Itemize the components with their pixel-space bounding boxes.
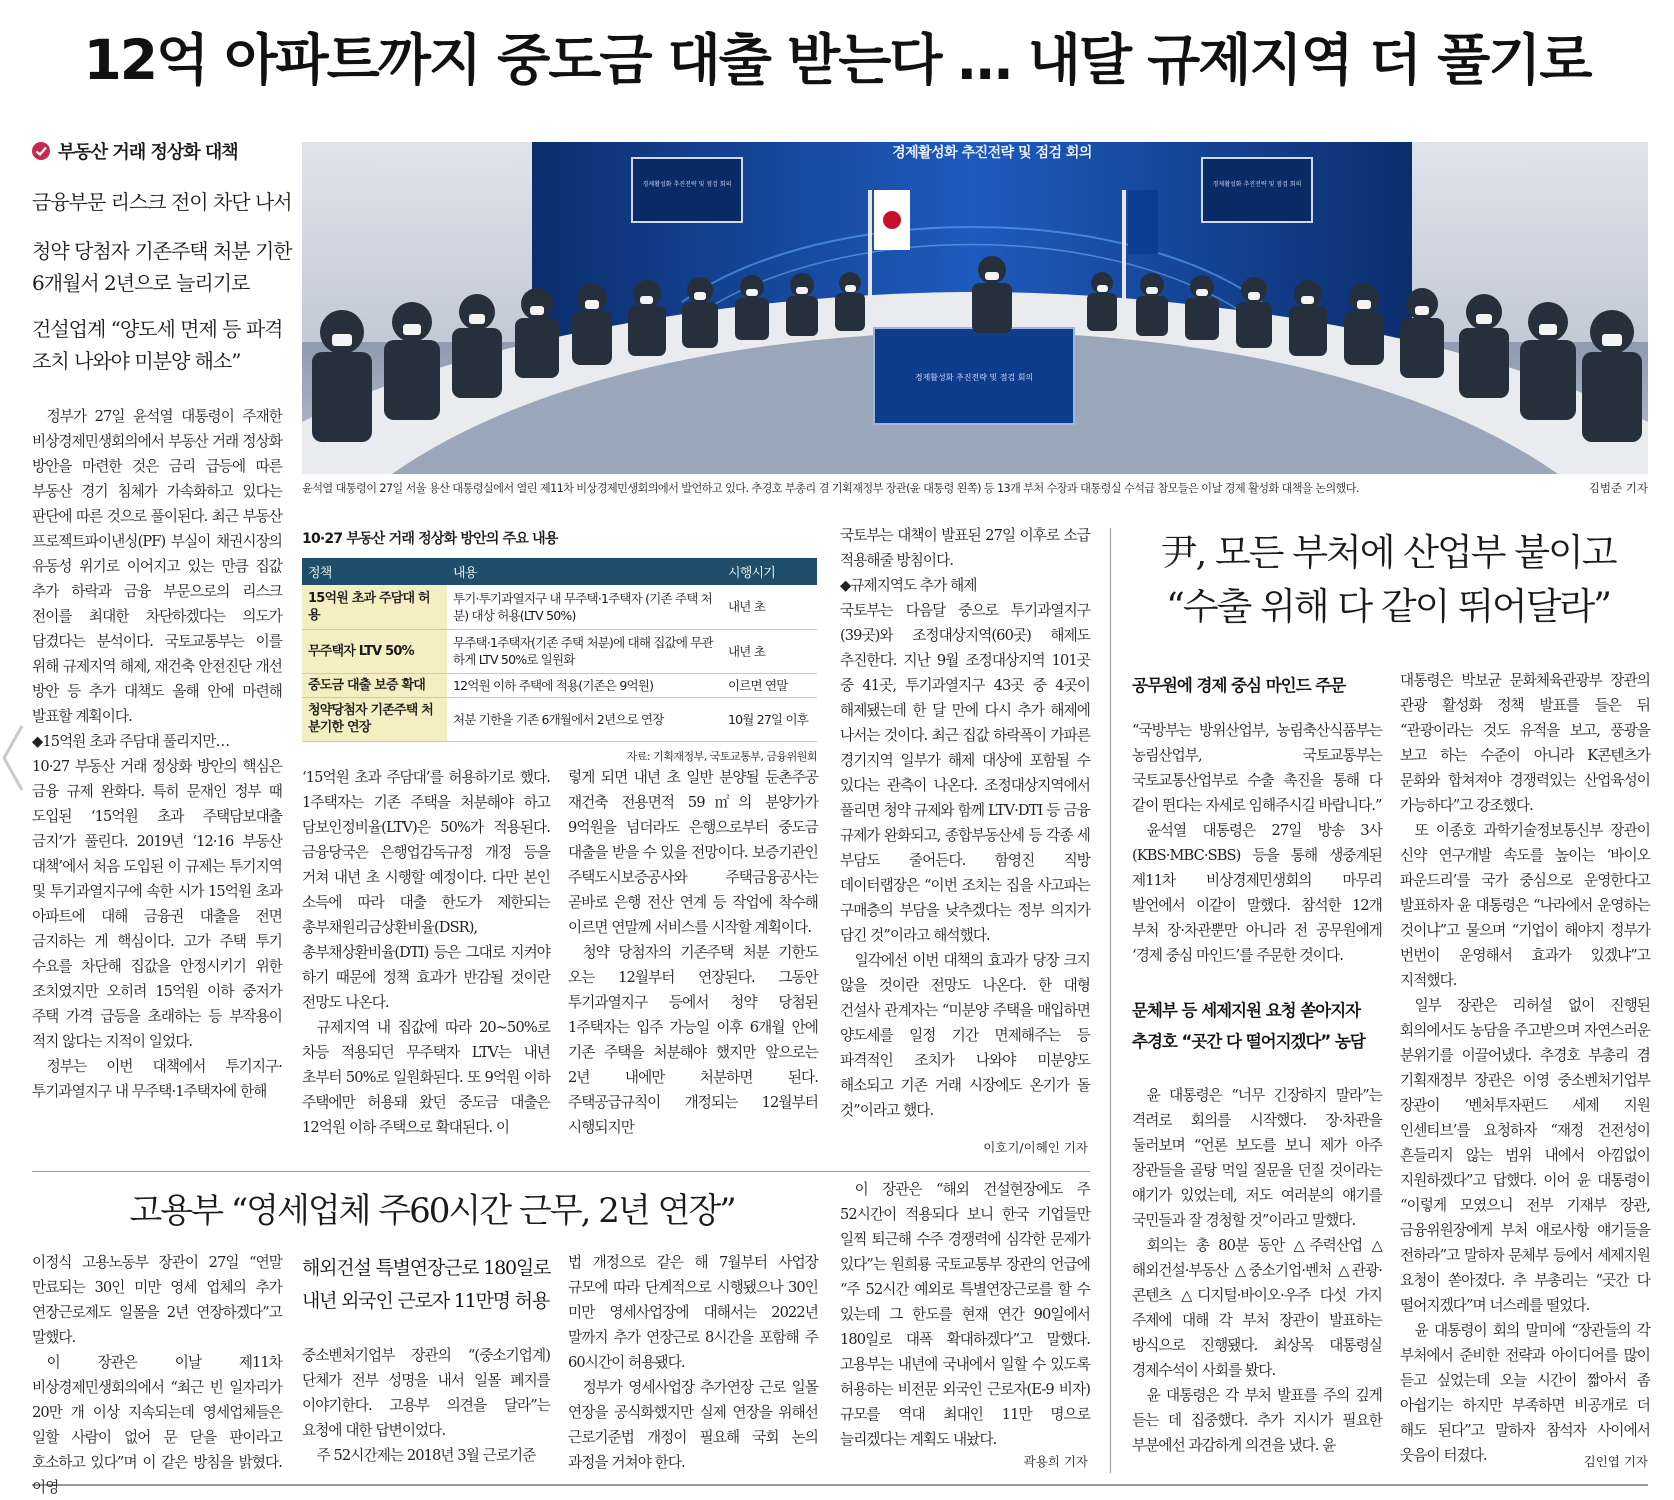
column-divider — [1110, 528, 1111, 1473]
kicker-label: 부동산 거래 정상화 대책 — [58, 142, 238, 163]
paragraph: 정부가 27일 윤석열 대통령이 주재한 비상경제민생회의에서 부동산 거래 정상화 방안을 마련한 것은 금리 급등에 따른 부동산 경기 침체가 가속화하고 있다는 판단에 따른 것으로 풀이된다. 최근 부동산 프로젝트파이낸싱(PF) 부실이 채권시장의 유동성 위기로 이어지고 있는 만큼 집값 추가 하락과 금융 부문으로의 리스크 전이를 최대한 차단하겠다는 의도가 담겼다는 분석이다. 국토교통부는 이를 위해 규제지역 해제, 재건축 안전진단 개선 방안 등 추가 대책도 올해 안에 마련해 발표할 계획이다. — [32, 408, 282, 725]
paragraph: 윤 대통령은 각 부처 발표를 주의 깊게 듣는 데 집중했다. 추가 지시가 필요한 부분에선 과감하게 의견을 냈다. 윤 — [1132, 1387, 1382, 1454]
paragraph: 일각에선 이번 대책의 효과가 당장 크지 않을 것이란 전망도 나온다. 한 대형 건설사 관계자는 “미분양 주택을 매입하면 양도세를 일정 기간 면제해주는 등 파격적인 조치가 나와야 미분양도 해소되고 기존 거래 시장에도 온기가 돌 것”이라고 했다. — [840, 952, 1090, 1119]
paragraph: 정부는 이번 대책에서 투기지구·투기과열지구 내 무주택·1주택자에 한해 — [32, 1058, 282, 1100]
article2-headline-line2: “수출 위해 다 같이 뛰어달라” — [1165, 585, 1611, 628]
article3-subhead-line2: 내년 외국인 근로자 11만명 허용 — [302, 1290, 549, 1312]
table-cell: 이르면 연말 — [722, 673, 817, 697]
table-header: 정책 — [302, 558, 447, 585]
paragraph: 국토부는 다음달 중으로 투기과열지구(39곳)와 조정대상지역(60곳) 해제도 추진한다. 지난 9월 조정대상지역 101곳 중 41곳, 투기과열지구 43곳 중 4곳이 해제됐는데 한 달 만에 다시 추가 해제에 나서는 것이다. 최근 집값 하락폭이 가파른 경기지역 일부가 해제 대상에 포함될 수 있다는 관측이 나온다. 조정대상지역에서 풀리면 청약 규제와 함께 LTV·DTI 등 금융 규제가 완화되고, 종합부동산세 등 각종 세 부담도 줄어든다. 함영진 직방 데이터랩장은 “이번 조치는 집을 사고파는 구매층의 부담을 낮추겠다는 정부 의지가 담긴 것”이라고 해석했다. — [840, 602, 1090, 944]
paragraph: 중소벤처기업부 장관의 “(중소기업계) 단체가 전부 성명을 내서 일몰 폐지를 이야기한다. 고용부 의견을 달라”는 요청에 대한 답변이었다. — [302, 1347, 550, 1439]
article3-col4 — [840, 1177, 1090, 1468]
photo-banner-text: 경제활성화 추진전략 및 점검 회의 — [892, 145, 1092, 161]
check-icon — [32, 142, 50, 160]
table-source: 자료: 기획재정부, 국토교통부, 금융위원회 — [626, 749, 817, 763]
article2-subhead2-line1: 문체부 등 세제지원 요청 쏟아지자 — [1132, 1001, 1361, 1020]
table-row — [302, 629, 817, 673]
paragraph: 이정식 고용노동부 장관이 27일 “연말 만료되는 30인 미만 영세 업체의 추가 연장근로제도 일몰을 2년 연장하겠다”고 말했다. — [32, 1254, 282, 1346]
paragraph: 정부가 영세사업장 추가연장 근로 일몰 연장을 공식화했지만 실제 연장을 위해선 근로기준법 개정이 필요해 국회 논의 과정을 거쳐야 한다. — [568, 1379, 818, 1471]
table-row — [302, 585, 817, 629]
previous-page-chevron-icon[interactable] — [0, 722, 28, 794]
deck-2: 청약 당첨자 기존주택 처분 기한 6개월서 2년으로 늘리기로 — [32, 239, 292, 295]
paragraph: 대통령은 박보균 문화체육관광부 장관의 관광 활성화 정책 발표를 들은 뒤 “관광이라는 것도 유적을 보고, 풍광을 보고 하는 수준이 아니라 K콘텐츠가 문화와 합쳐져야 경쟁력있는 산업육성이 가능하다”고 강조했다. — [1400, 672, 1650, 814]
article1-col1 — [32, 404, 282, 1164]
article3-col1 — [32, 1250, 282, 1496]
meeting-photo-illustration — [302, 142, 1648, 474]
table-cell: 투기·투기과열지구 내 무주택·1주택자 (기존 주택 처분) 대상 허용(LTV 50%) — [447, 585, 722, 629]
table-cell: 청약당첨자 기존주택 처분기한 연장 — [302, 697, 447, 741]
article3-subhead — [302, 1252, 552, 1318]
photo-caption: 윤석열 대통령이 27일 서울 용산 대통령실에서 열린 제11차 비상경제민생회의에서 발언하고 있다. 추경호 부총리 겸 기획재정부 장관(윤 대통령 왼쪽) 등 13개 부처 수장과 대통령실 수석급 참모들은 이날 경제 활성화 대책을 논의했다. — [302, 482, 1359, 495]
paragraph: ‘15억원 초과 주담대’를 허용하기로 했다. 1주택자는 기존 주택을 처분해야 하고 담보인정비율(LTV)은 50%가 적용된다. 금융당국은 은행업감독규정 개정 등을 거쳐 내년 초 시행할 예정이다. 다만 본인 소득에 따라 대출 한도가 제한되는 총부채원리금상환비율(DSR), 총부채상환비율(DTI) 등은 그대로 지켜야 하기 때문에 정책 효과가 반감될 것이란 전망도 나온다. — [302, 769, 550, 1011]
photo-screen-left-text: 경제활성화 추진전략 및 점검 회의 — [642, 181, 732, 188]
main-headline: 12억 아파트까지 중도금 대출 받는다 … 내달 규제지역 더 풀기로 — [83, 28, 1591, 92]
article3-byline: 곽용희 기자 — [980, 1452, 1088, 1470]
paragraph: 주 52시간제는 2018년 3월 근로기준 — [316, 1447, 536, 1464]
table-cell: 중도금 대출 보증 확대 — [302, 673, 447, 697]
table-header: 내용 — [447, 558, 722, 585]
table-row — [302, 673, 817, 697]
info-table — [302, 558, 817, 742]
paragraph: 또 이종호 과학기술정보통신부 장관이 신약 연구개발 속도를 높이는 ‘바이오 파운드리’를 국가 중심으로 운영한다고 발표하자 윤 대통령은 “나라에서 운영하는 것이냐”고 물으며 “기업이 해야지 정부가 번번이 운영해서 효과가 있겠냐”고 지적했다. — [1400, 822, 1650, 989]
article2-colB — [1400, 668, 1650, 1468]
paragraph: 렇게 되면 내년 초 일반 분양될 둔촌주공 재건축 전용면적 59㎡의 분양가가 9억원을 넘더라도 은행으로부터 중도금 대출을 받을 수 있을 전망이다. 보증기관인 주택도시보증공사와 주택금융공사는 곧바로 은행 전산 연계 등 작업에 착수해 이르면 연말께 서비스를 시작할 계획이다. — [568, 769, 818, 936]
article2-headline-line1: 尹, 모든 부처에 산업부 붙이고 — [1160, 531, 1616, 574]
kicker — [32, 137, 292, 165]
table-cell: 내년 초 — [722, 629, 817, 673]
photo-screen-right-text: 경제활성화 추진전략 및 점검 회의 — [1212, 181, 1302, 188]
paragraph: 윤석열 대통령은 27일 방송 3사(KBS·MBC·SBS) 등을 통해 생중계된 제11차 비상경제민생회의 마무리 발언에서 이같이 말했다. 참석한 12개 부처 장·차관뿐만 아니라 전 공무원에게 ‘경제 중심 마인드’를 주문한 것이다. — [1132, 822, 1382, 964]
table-header: 시행시기 — [722, 558, 817, 585]
section-divider — [32, 1171, 1090, 1172]
table-title: 10·27 부동산 거래 정상화 방안의 주요 내용 — [302, 531, 558, 547]
table-cell: 무주택·1주택자(기존 주택 처분)에 대해 집값에 무관하게 LTV 50%로 일원화 — [447, 629, 722, 673]
paragraph: 이 장관은 이날 제11차 비상경제민생회의에서 “최근 빈 일자리가 20만 개 이상 지속되는데 영세업체들은 일할 사람이 없어 문 닫을 판이라고 호소하고 있다”며 이 같은 방침을 밝혔다. 이영 — [32, 1354, 282, 1496]
paragraph: 회의는 총 80분 동안 △주력산업 △해외건설·부동산 △중소기업·벤처 △관광·콘텐츠 △디지털·바이오·우주 다섯 가지 주제에 대해 각 부처 장관이 발표하는 방식으로 진행됐다. 최상목 대통령실 경제수석이 사회를 봤다. — [1132, 1237, 1382, 1379]
paragraph: 규제지역 내 집값에 따라 20∼50%로 차등 적용되던 무주택자 LTV는 내년 초부터 50%로 일원화된다. 또 9억원 이하 주택에만 허용돼 왔던 중도금 대출은 12억원 이하 주택으로 확대된다. 이 — [302, 1019, 550, 1136]
table-cell: 12억원 이하 주택에 적용(기존은 9억원) — [447, 673, 722, 697]
article2-colA-part2 — [1132, 1083, 1382, 1468]
paragraph: “국방부는 방위산업부, 농림축산식품부는 농림산업부, 국토교통부는 국토교통산업부로 수출 촉진을 통해 다 같이 뛴다는 자세로 임해주시길 바랍니다.” — [1132, 722, 1382, 814]
article1-byline: 이호기/이혜인 기자 — [968, 1138, 1088, 1156]
paragraph: 일부 장관은 리허설 없이 진행된 회의에서도 농담을 주고받으며 자연스러운 분위기를 이끌어냈다. 추경호 부총리 겸 기획재정부 장관은 이영 중소벤처기업부 장관이 ‘벤처투자펀드 세제 지원 인센티브’를 요청하자 “재정 건전성이 흔들리지 않는 범위 내에서 아낌없이 지원하겠다”고 답했다. 이어 윤 대통령이 “이렇게 모였으니 전부 기재부 장관, 금융위원장에게 부처 애로사항 얘기들을 전하라”고 말하자 문체부 등에서 세제지원 요청이 쏟아졌다. 추 부총리는 “곳간 다 떨어지겠다”며 너스레를 떨었다. — [1400, 997, 1650, 1314]
paragraph: 국토부는 대책이 발표된 27일 이후로 소급 적용해줄 방침이다. — [840, 527, 1090, 569]
paragraph: 이 장관은 “해외 건설현장에도 주 52시간이 적용되다 보니 한국 기업들만 일찍 퇴근해 수주 경쟁력에 심각한 문제가 있다”는 원희룡 국토교통부 장관의 언급에 “주 52시간 예외로 특별연장근로를 할 수 있는데 그 한도를 현재 연간 90일에서 180일로 대폭 확대하겠다”고 말했다. 고용부는 내년에 국내에서 일할 수 있도록 허용하는 비전문 외국인 근로자(E-9 비자) 규모를 역대 최대인 11만 명으로 늘리겠다는 계획도 내놨다. — [840, 1181, 1090, 1448]
table-cell: 내년 초 — [722, 585, 817, 629]
table-cell: 무주택자 LTV 50% — [302, 629, 447, 673]
deck-1: 금융부문 리스크 전이 차단 나서 — [32, 190, 292, 214]
section-subhead: ◆15억원 초과 주담대 풀리지만… — [32, 733, 230, 750]
table-cell: 15억원 초과 주담대 허용 — [302, 585, 447, 629]
paragraph: 법 개정으로 같은 해 7월부터 사업장 규모에 따라 단계적으로 시행됐으나 30인 미만 영세사업장에 대해서는 2022년 말까지 추가 연장근로 8시간을 포함해 주 60시간이 허용됐다. — [568, 1254, 818, 1371]
paragraph: 윤 대통령이 회의 말미에 “장관들의 각 부처에서 준비한 전략과 아이디어를 많이 듣고 싶었는데 오늘 시간이 짧아서 좀 아쉽기는 하지만 부족하면 비공개로 더 해도 된다”고 말하자 참석자 사이에서 웃음이 터졌다. — [1400, 1322, 1650, 1464]
article2-headline — [1128, 526, 1648, 634]
article3-col2 — [302, 1343, 550, 1468]
article3-headline: 고용부 “영세업체 주60시간 근무, 2년 연장” — [129, 1191, 735, 1231]
article1-col4 — [840, 523, 1090, 1165]
article2-subhead1: 공무원에 경제 중심 마인드 주문 — [1132, 676, 1346, 695]
article1-col3 — [568, 765, 818, 1165]
article2-subhead2 — [1132, 995, 1382, 1057]
article2-byline: 김인엽 기자 — [1560, 1452, 1648, 1470]
info-table-box — [302, 528, 817, 764]
table-cell: 처분 기한을 기존 6개월에서 2년으로 연장 — [447, 697, 722, 741]
article1-col2 — [302, 765, 550, 1165]
article3-col3 — [568, 1250, 818, 1471]
deck-3: 건설업계 “양도세 면제 등 파격 조치 나와야 미분양 해소” — [32, 317, 283, 373]
table-row — [302, 697, 817, 741]
meeting-photo — [302, 142, 1648, 474]
section-subhead: ◆규제지역도 추가 해제 — [840, 577, 977, 594]
article2-subhead2-line2: 추경호 “곳간 다 떨어지겠다” 농담 — [1132, 1032, 1365, 1051]
paragraph: 윤 대통령은 “너무 긴장하지 말라”는 격려로 회의를 시작했다. 장·차관을 둘러보며 “언론 보도를 보니 제가 아주 장관들을 골탕 먹일 질문을 던질 것이라는 얘기가 있었는데, 저도 여러분의 얘기를 국민들과 잘 경청할 것”이라고 말했다. — [1132, 1087, 1382, 1229]
table-cell: 10월 27일 이후 — [722, 697, 817, 741]
paragraph: 청약 당첨자의 기존주택 처분 기한도 오는 12월부터 연장된다. 그동안 투기과열지구 등에서 청약 당첨된 1주택자는 입주 가능일 이후 6개월 안에 기존 주택을 처분해야 했지만 앞으로는 2년 내에만 처분하면 된다. 주택공급규칙이 개정되는 12월부터 시행되지만 — [568, 944, 818, 1136]
paragraph: 10·27 부동산 거래 정상화 방안의 핵심은 금융 규제 완화다. 특히 문재인 정부 때 도입된 ‘15억원 초과 주택담보대출 금지’가 풀린다. 2019년 ‘12·16 부동산 대책’에서 처음 도입된 이 규제는 투기지역 및 투기과열지구에 속한 시가 15억원 초과 아파트에 대해 금융권 대출을 전면 금지하는 게 핵심이다. 고가 주택 투기 수요를 차단해 집값을 안정시키기 위한 조치였지만 오히려 15억원 이하 중저가 주택 가격 급등을 초래하는 등 부작용이 적지 않다는 지적이 일었다. — [32, 758, 282, 1050]
photo-credit: 김범준 기자 — [1588, 481, 1648, 495]
article2-colA-part1 — [1132, 718, 1382, 968]
photo-podium-text: 경제활성화 추진전략 및 점검 회의 — [914, 373, 1034, 382]
article3-subhead-line1: 해외건설 특별연장근로 180일로 — [302, 1257, 551, 1279]
